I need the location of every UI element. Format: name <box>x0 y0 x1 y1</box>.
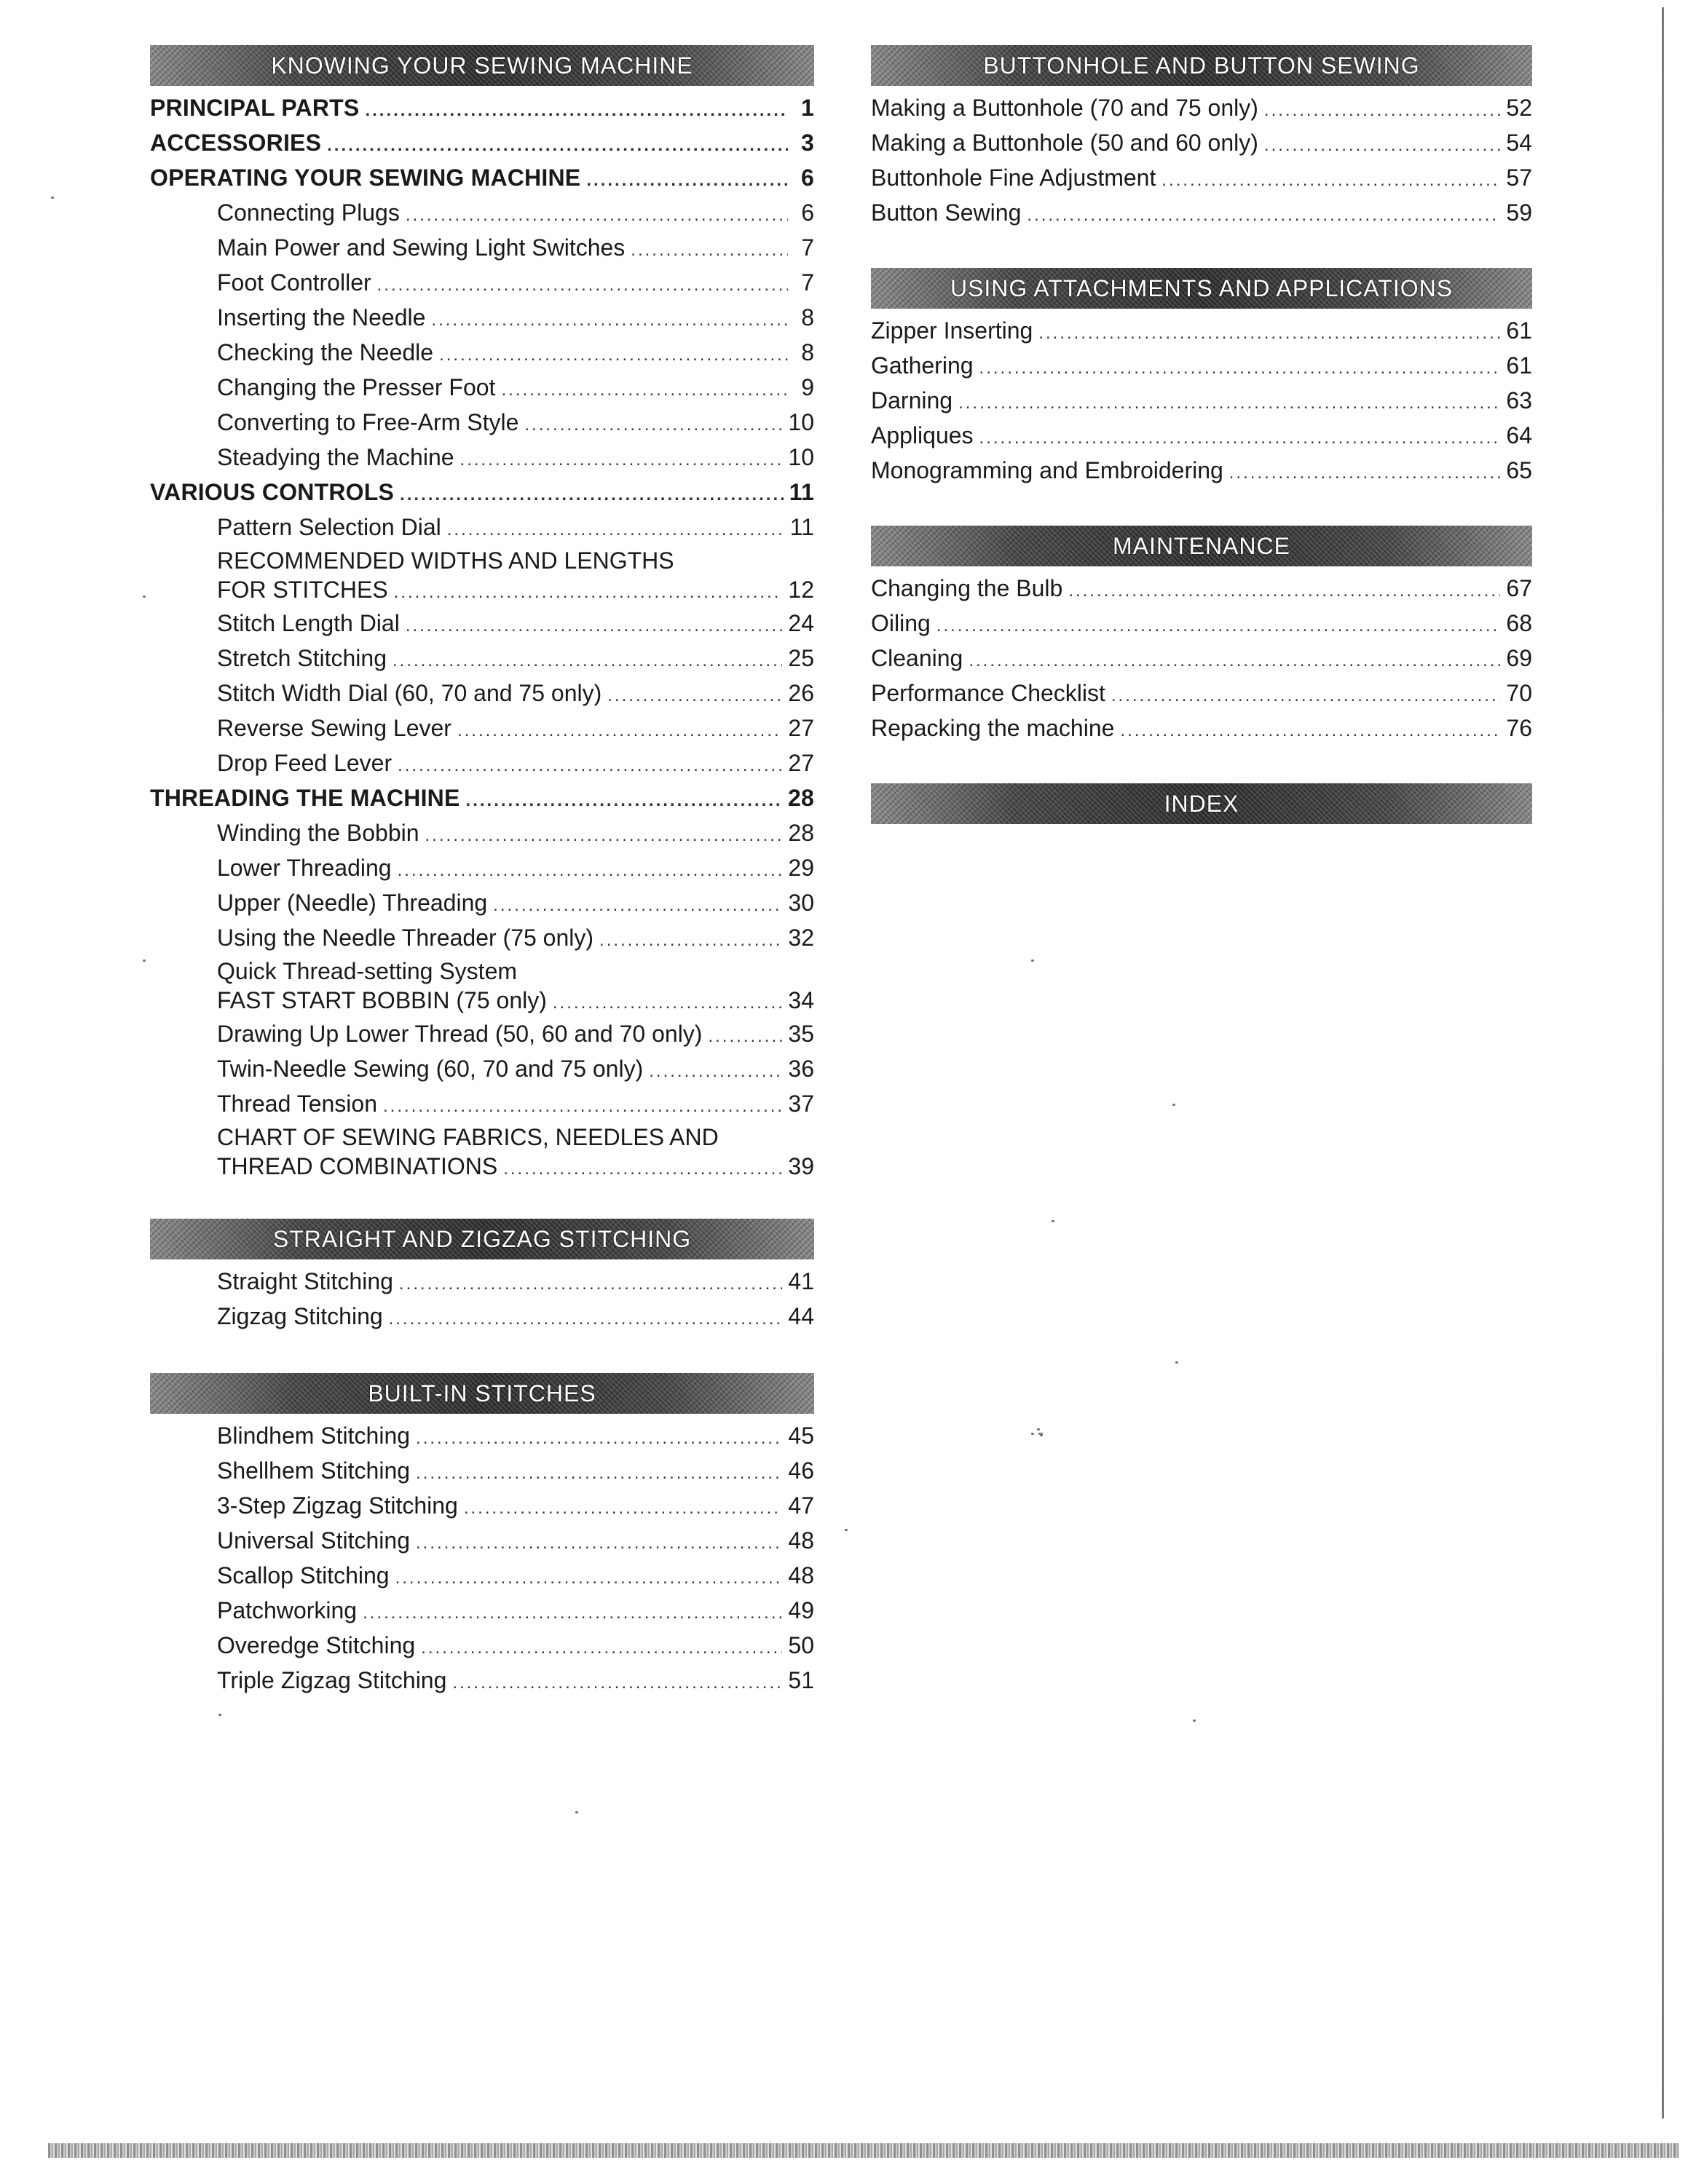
section-heading: KNOWING YOUR SEWING MACHINE <box>150 45 814 86</box>
toc-left-column <box>150 45 814 1699</box>
section-knowing-your-sewing-machine <box>150 45 814 1184</box>
section-built-in-stitches <box>150 1373 814 1699</box>
toc-entry-needle-threader[interactable]: Using the Needle Threader (75 only) ..... 32 <box>150 922 814 957</box>
scan-speck <box>51 197 54 199</box>
toc-entry-drawing-lower-thread[interactable]: Drawing Up Lower Thread (50, 60 and 70 only) ..... 35 <box>150 1018 814 1053</box>
toc-entry-changing-presser-foot[interactable]: Changing the Presser Foot ..... 9 <box>150 371 814 406</box>
right-edge-rule <box>1662 7 1664 2118</box>
toc-entry-main-power[interactable]: Main Power and Sewing Light Switches ..... 7 <box>150 232 814 266</box>
toc-entry-buttonhole-50-60[interactable]: Making a Buttonhole (50 and 60 only) ..... 54 <box>871 127 1532 162</box>
toc-entry-pattern-selection[interactable]: Pattern Selection Dial ..... 11 <box>150 511 814 546</box>
scan-speck <box>143 596 146 598</box>
section-heading: USING ATTACHMENTS AND APPLICATIONS <box>871 268 1532 309</box>
section-heading: BUILT-IN STITCHES <box>150 1373 814 1414</box>
toc-entry-darning[interactable]: Darning ..... 63 <box>871 384 1532 419</box>
toc-entry-universal[interactable]: Universal Stitching ..... 48 <box>150 1524 814 1559</box>
section-heading: BUTTONHOLE AND BUTTON SEWING <box>871 45 1532 86</box>
toc-right-column <box>871 45 1532 830</box>
scan-speck <box>1031 1433 1034 1435</box>
toc-entry-overedge[interactable]: Overedge Stitching ..... 50 <box>150 1629 814 1664</box>
toc-entry-triple-zigzag[interactable]: Triple Zigzag Stitching ..... 51 <box>150 1664 814 1699</box>
toc-entry-changing-bulb[interactable]: Changing the Bulb ..... 67 <box>871 572 1532 607</box>
scan-speck <box>1175 1361 1178 1364</box>
toc-entry-cleaning[interactable]: Cleaning ..... 69 <box>871 642 1532 677</box>
toc-entry-drop-feed[interactable]: Drop Feed Lever ..... 27 <box>150 747 814 782</box>
toc-entry-button-sewing[interactable]: Button Sewing ..... 59 <box>871 197 1532 232</box>
toc-entry-buttonhole-70-75[interactable]: Making a Buttonhole (70 and 75 only) ..... 52 <box>871 92 1532 127</box>
scan-speck <box>1172 1104 1175 1106</box>
toc-entry-winding-bobbin[interactable]: Winding the Bobbin ..... 28 <box>150 817 814 852</box>
scan-speck <box>143 960 146 962</box>
scan-speck <box>1040 1433 1043 1435</box>
section-heading: MAINTENANCE <box>871 526 1532 566</box>
toc-entry-accessories[interactable]: ACCESSORIES ..... 3 <box>150 127 814 162</box>
toc-entry-3-step-zigzag[interactable]: 3-Step Zigzag Stitching ..... 47 <box>150 1489 814 1524</box>
section-maintenance <box>871 526 1532 747</box>
toc-entry-stitch-width[interactable]: Stitch Width Dial (60, 70 and 75 only) ..... 26 <box>150 677 814 712</box>
toc-entry-appliques[interactable]: Appliques ..... 64 <box>871 419 1532 454</box>
toc-entry-zipper[interactable]: Zipper Inserting ..... 61 <box>871 314 1532 349</box>
toc-entry-stretch-stitching[interactable]: Stretch Stitching ..... 25 <box>150 642 814 677</box>
toc-entry-scallop[interactable]: Scallop Stitching ..... 48 <box>150 1559 814 1594</box>
scan-speck <box>1031 960 1034 962</box>
toc-entry-patchworking[interactable]: Patchworking ..... 49 <box>150 1594 814 1629</box>
toc-entry-foot-controller[interactable]: Foot Controller ..... 7 <box>150 266 814 301</box>
toc-entry-zigzag-stitching[interactable]: Zigzag Stitching ..... 44 <box>150 1300 814 1335</box>
scan-speck <box>575 1811 578 1813</box>
section-heading: STRAIGHT AND ZIGZAG STITCHING <box>150 1219 814 1259</box>
toc-entry-buttonhole-fine-adjustment[interactable]: Buttonhole Fine Adjustment ..... 57 <box>871 162 1532 197</box>
toc-entry-checking-needle[interactable]: Checking the Needle ..... 8 <box>150 336 814 371</box>
toc-entry-shellhem[interactable]: Shellhem Stitching ..... 46 <box>150 1455 814 1489</box>
toc-entry-connecting-plugs[interactable]: Connecting Plugs ..... 6 <box>150 197 814 232</box>
toc-entry-reverse-lever[interactable]: Reverse Sewing Lever ..... 27 <box>150 712 814 747</box>
toc-entry-thread-tension[interactable]: Thread Tension ..... 37 <box>150 1088 814 1123</box>
toc-entry-threading[interactable]: THREADING THE MACHINE ..... 28 <box>150 782 814 817</box>
toc-entry-gathering[interactable]: Gathering ..... 61 <box>871 349 1532 384</box>
toc-entry-oiling[interactable]: Oiling ..... 68 <box>871 607 1532 642</box>
section-attachments-applications <box>871 268 1532 489</box>
toc-entry-monogramming[interactable]: Monogramming and Embroidering ..... 65 <box>871 454 1532 489</box>
scan-speck <box>1037 1428 1040 1431</box>
toc-entry-principal-parts[interactable]: PRINCIPAL PARTS ..... 1 <box>150 92 814 127</box>
scan-speck <box>1052 1220 1054 1222</box>
toc-entry-blindhem[interactable]: Blindhem Stitching ..... 45 <box>150 1420 814 1455</box>
section-heading-index[interactable]: INDEX <box>871 783 1532 824</box>
toc-entry-recommended-widths[interactable]: RECOMMENDED WIDTHS AND LENGTHS FOR STITCHES ..... 12 <box>150 546 814 607</box>
scan-speck <box>1193 1720 1196 1722</box>
toc-entry-steadying[interactable]: Steadying the Machine ..... 10 <box>150 441 814 476</box>
toc-entry-various-controls[interactable]: VARIOUS CONTROLS ..... 11 <box>150 476 814 511</box>
toc-entry-repacking[interactable]: Repacking the machine ..... 76 <box>871 712 1532 747</box>
toc-entry-stitch-length[interactable]: Stitch Length Dial ..... 24 <box>150 607 814 642</box>
toc-entry-chart-fabrics[interactable]: CHART OF SEWING FABRICS, NEEDLES AND THREAD COMBINATIONS ..... 39 <box>150 1123 814 1184</box>
section-straight-zigzag <box>150 1219 814 1335</box>
scan-speck <box>845 1529 848 1531</box>
toc-entry-fast-start-bobbin[interactable]: Quick Thread-setting System FAST START BOBBIN (75 only) ..... 34 <box>150 957 814 1018</box>
toc-entry-inserting-needle[interactable]: Inserting the Needle ..... 8 <box>150 301 814 336</box>
toc-entry-lower-threading[interactable]: Lower Threading ..... 29 <box>150 852 814 887</box>
toc-entry-twin-needle[interactable]: Twin-Needle Sewing (60, 70 and 75 only) ..... 36 <box>150 1053 814 1088</box>
toc-entry-straight-stitching[interactable]: Straight Stitching ..... 41 <box>150 1265 814 1300</box>
toc-entry-upper-threading[interactable]: Upper (Needle) Threading ..... 30 <box>150 887 814 922</box>
toc-entry-free-arm[interactable]: Converting to Free-Arm Style ..... 10 <box>150 406 814 441</box>
section-index <box>871 783 1532 824</box>
toc-entry-operating[interactable]: OPERATING YOUR SEWING MACHINE ..... 6 <box>150 162 814 197</box>
scan-speck <box>218 1714 221 1716</box>
toc-entry-performance-checklist[interactable]: Performance Checklist ..... 70 <box>871 677 1532 712</box>
bottom-border-strip <box>48 2143 1679 2158</box>
section-buttonhole-button <box>871 45 1532 232</box>
